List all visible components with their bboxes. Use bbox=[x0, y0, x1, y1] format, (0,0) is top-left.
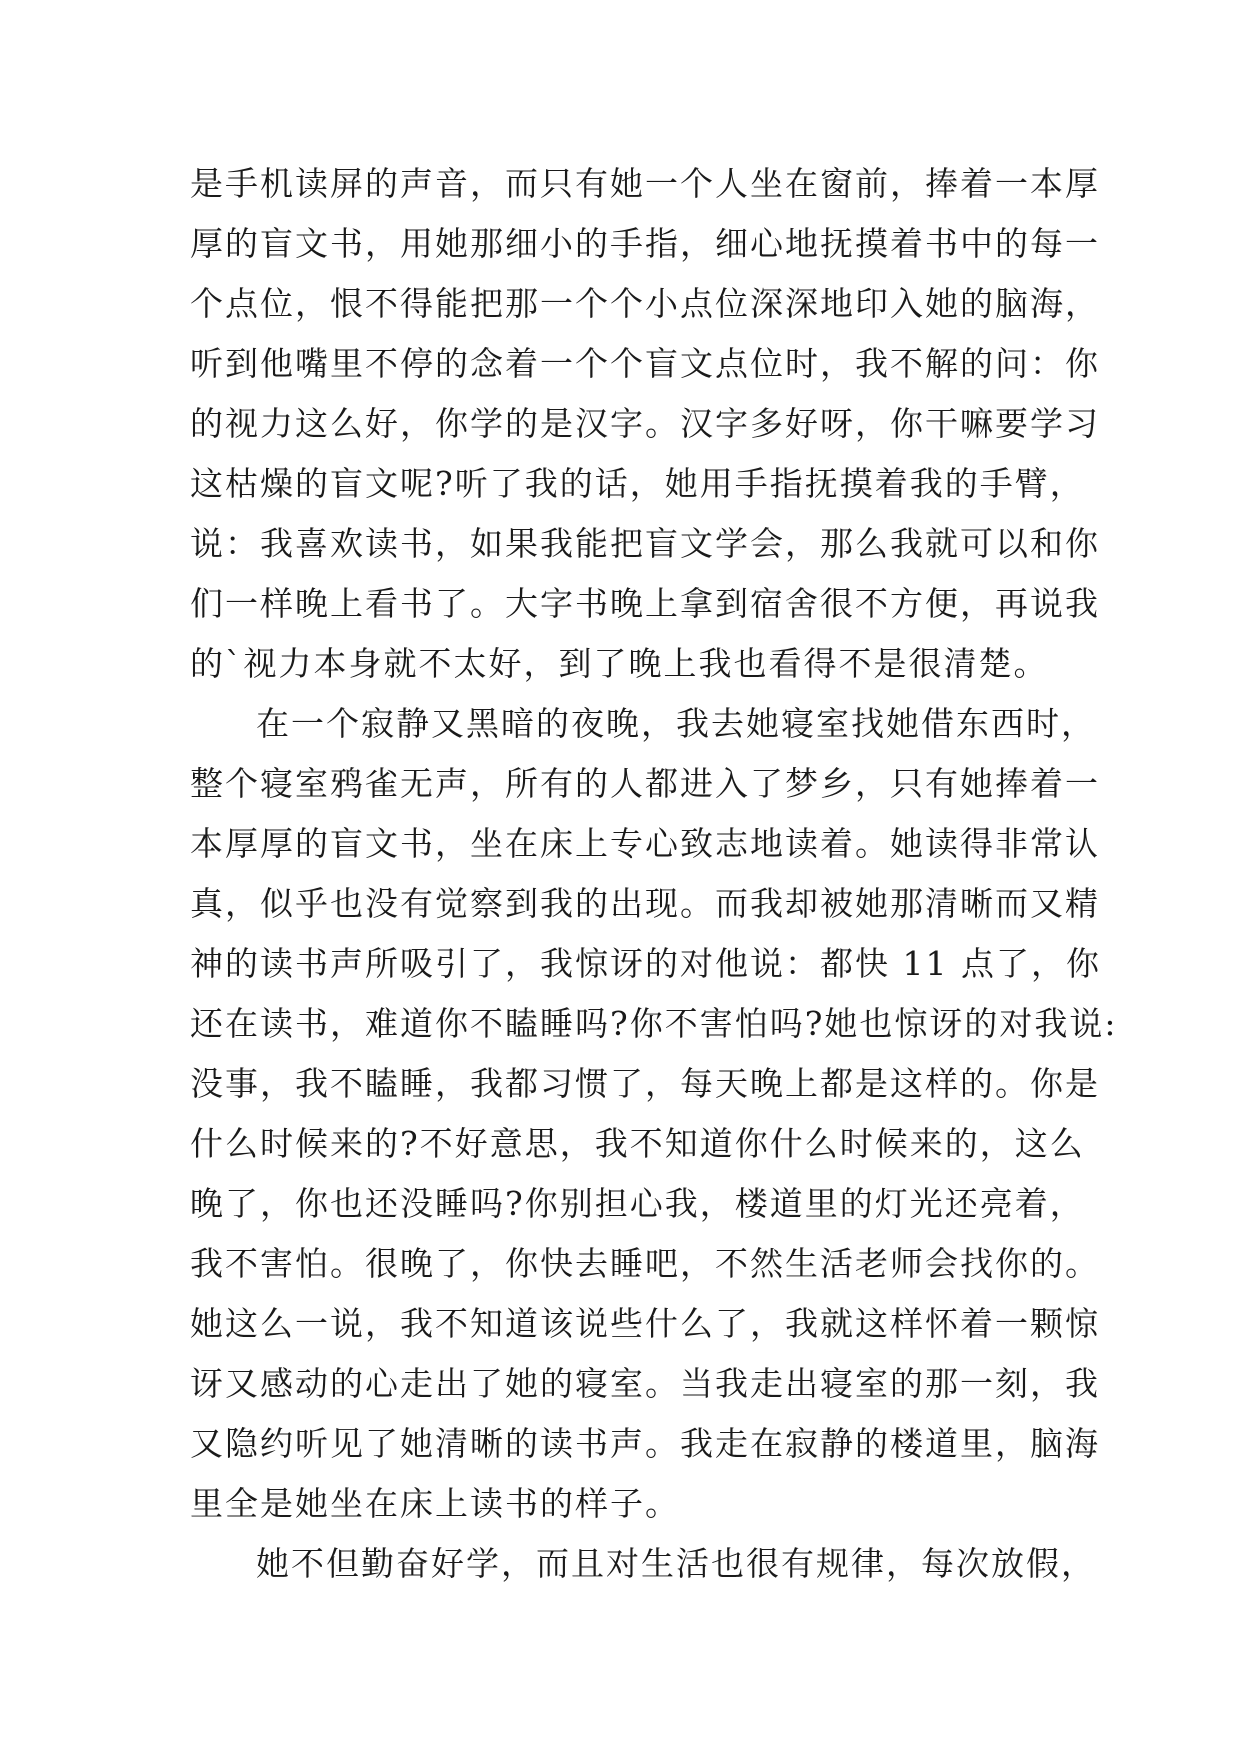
text-line: 还在读书，难道你不瞌睡吗?你不害怕吗?她也惊讶的对我说: bbox=[190, 1004, 1118, 1043]
text-line: 整个寝室鸦雀无声，所有的人都进入了梦乡，只有她捧着一 bbox=[190, 764, 1100, 803]
text-line: 个点位，恨不得能把那一个个小点位深深地印入她的脑海， bbox=[190, 284, 1100, 323]
text-line: 讶又感动的心走出了她的寝室。当我走出寝室的那一刻，我 bbox=[190, 1364, 1100, 1403]
text-line: 厚的盲文书，用她那细小的手指，细心地抚摸着书中的每一 bbox=[190, 224, 1100, 263]
text-line: 真，似乎也没有觉察到我的出现。而我却被她那清晰而又精 bbox=[190, 884, 1100, 923]
text-line: 的视力这么好，你学的是汉字。汉字多好呀，你干嘛要学习 bbox=[190, 404, 1100, 443]
text-line: 这枯燥的盲文呢?听了我的话，她用手指抚摸着我的手臂， bbox=[190, 464, 1085, 503]
text-line: 的`视力本身就不太好，到了晚上我也看得不是很清楚。 bbox=[190, 644, 1049, 683]
text-line: 听到他嘴里不停的念着一个个盲文点位时，我不解的问：你 bbox=[190, 344, 1100, 383]
text-line: 晚了，你也还没睡吗?你别担心我，楼道里的灯光还亮着， bbox=[190, 1184, 1085, 1223]
text-line: 没事，我不瞌睡，我都习惯了，每天晚上都是这样的。你是 bbox=[190, 1064, 1100, 1103]
text-line: 是手机读屏的声音，而只有她一个人坐在窗前，捧着一本厚 bbox=[190, 164, 1100, 203]
text-line: 里全是她坐在床上读书的样子。 bbox=[190, 1484, 680, 1523]
text-line: 们一样晚上看书了。大字书晚上拿到宿舍很不方便，再说我 bbox=[190, 584, 1100, 623]
text-line: 什么时候来的?不好意思，我不知道你什么时候来的，这么 bbox=[190, 1124, 1085, 1163]
paragraph-first-line: 她不但勤奋好学，而且对生活也很有规律，每次放假， bbox=[256, 1544, 1096, 1583]
body-text bbox=[190, 154, 1118, 1594]
text-line: 她这么一说，我不知道该说些什么了，我就这样怀着一颗惊 bbox=[190, 1304, 1100, 1343]
text-line: 我不害怕。很晚了，你快去睡吧，不然生活老师会找你的。 bbox=[190, 1244, 1100, 1283]
text-line: 又隐约听见了她清晰的读书声。我走在寂静的楼道里，脑海 bbox=[190, 1424, 1100, 1463]
paragraph-first-line: 在一个寂静又黑暗的夜晚，我去她寝室找她借东西时， bbox=[256, 704, 1096, 743]
text-line: 神的读书声所吸引了，我惊讶的对他说：都快 11 点了，你 bbox=[190, 944, 1101, 983]
text-line: 说：我喜欢读书，如果我能把盲文学会，那么我就可以和你 bbox=[190, 524, 1100, 563]
text-line: 本厚厚的盲文书，坐在床上专心致志地读着。她读得非常认 bbox=[190, 824, 1100, 863]
